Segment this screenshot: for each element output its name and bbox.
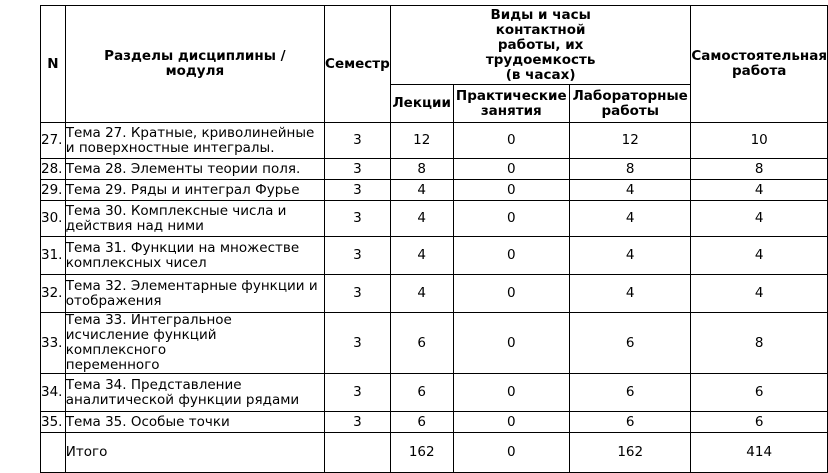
row-lab: 6 bbox=[570, 374, 691, 412]
row-self-study: 10 bbox=[691, 123, 828, 159]
row-topic: Тема 32. Элементарные функции и отображения bbox=[65, 275, 324, 313]
row-self-study: 4 bbox=[691, 275, 828, 313]
table-row bbox=[41, 275, 828, 313]
row-practical: 0 bbox=[453, 180, 570, 201]
total-lab: 162 bbox=[570, 433, 691, 473]
header-contact-work: Виды и часы контактной работы, их трудоемкость (в часах) bbox=[390, 6, 690, 85]
row-lectures: 6 bbox=[390, 313, 453, 374]
row-practical: 0 bbox=[453, 201, 570, 237]
row-number: 33. bbox=[41, 313, 66, 374]
row-lectures: 4 bbox=[390, 275, 453, 313]
header-lectures: Лекции bbox=[390, 85, 453, 123]
row-lectures: 4 bbox=[390, 201, 453, 237]
row-lab: 4 bbox=[570, 180, 691, 201]
row-number: 32. bbox=[41, 275, 66, 313]
row-self-study: 6 bbox=[691, 374, 828, 412]
row-self-study: 6 bbox=[691, 412, 828, 433]
row-topic: Тема 31. Функции на множестве комплексных чисел bbox=[65, 237, 324, 275]
row-topic: Тема 30. Комплексные числа и действия над ними bbox=[65, 201, 324, 237]
header-self-study: Самостоятельная работа bbox=[691, 6, 828, 123]
table-row bbox=[41, 201, 828, 237]
row-practical: 0 bbox=[453, 159, 570, 180]
row-lectures: 6 bbox=[390, 374, 453, 412]
row-semester: 3 bbox=[324, 180, 390, 201]
row-lab: 4 bbox=[570, 275, 691, 313]
header-n: N bbox=[41, 6, 66, 123]
row-number: 29. bbox=[41, 180, 66, 201]
row-topic: Тема 28. Элементы теории поля. bbox=[65, 159, 324, 180]
row-lab: 8 bbox=[570, 159, 691, 180]
row-lectures: 4 bbox=[390, 237, 453, 275]
total-practical: 0 bbox=[453, 433, 570, 473]
row-self-study: 4 bbox=[691, 180, 828, 201]
row-self-study: 8 bbox=[691, 313, 828, 374]
total-label: Итого bbox=[65, 433, 324, 473]
row-lectures: 12 bbox=[390, 123, 453, 159]
table-row bbox=[41, 412, 828, 433]
disciplines-table bbox=[40, 5, 828, 473]
row-practical: 0 bbox=[453, 237, 570, 275]
row-lectures: 4 bbox=[390, 180, 453, 201]
header-sections: Разделы дисциплины / модуля bbox=[65, 6, 324, 123]
row-number: 27. bbox=[41, 123, 66, 159]
row-topic: Тема 35. Особые точки bbox=[65, 412, 324, 433]
header-lab: Лабораторные работы bbox=[570, 85, 691, 123]
row-lab: 4 bbox=[570, 201, 691, 237]
header-semester: Семестр bbox=[324, 6, 390, 123]
row-practical: 0 bbox=[453, 123, 570, 159]
table-row bbox=[41, 123, 828, 159]
row-topic: Тема 33. Интегральное исчисление функций комплексного переменного bbox=[65, 313, 324, 374]
header-practical: Практические занятия bbox=[453, 85, 570, 123]
row-self-study: 4 bbox=[691, 237, 828, 275]
row-self-study: 8 bbox=[691, 159, 828, 180]
row-lab: 4 bbox=[570, 237, 691, 275]
row-lab: 6 bbox=[570, 412, 691, 433]
row-number: 31. bbox=[41, 237, 66, 275]
table-row bbox=[41, 180, 828, 201]
row-number: 34. bbox=[41, 374, 66, 412]
table-row bbox=[41, 237, 828, 275]
row-semester: 3 bbox=[324, 412, 390, 433]
row-practical: 0 bbox=[453, 275, 570, 313]
row-practical: 0 bbox=[453, 412, 570, 433]
row-practical: 0 bbox=[453, 374, 570, 412]
row-lectures: 8 bbox=[390, 159, 453, 180]
table-row bbox=[41, 313, 828, 374]
table-row bbox=[41, 374, 828, 412]
row-practical: 0 bbox=[453, 313, 570, 374]
row-lectures: 6 bbox=[390, 412, 453, 433]
row-semester: 3 bbox=[324, 159, 390, 180]
total-lectures: 162 bbox=[390, 433, 453, 473]
row-semester: 3 bbox=[324, 237, 390, 275]
row-semester: 3 bbox=[324, 313, 390, 374]
table-row bbox=[41, 159, 828, 180]
row-lab: 12 bbox=[570, 123, 691, 159]
row-topic: Тема 29. Ряды и интеграл Фурье bbox=[65, 180, 324, 201]
row-semester: 3 bbox=[324, 275, 390, 313]
row-self-study: 4 bbox=[691, 201, 828, 237]
row-number: 28. bbox=[41, 159, 66, 180]
row-semester: 3 bbox=[324, 123, 390, 159]
row-number: 30. bbox=[41, 201, 66, 237]
total-self-study: 414 bbox=[691, 433, 828, 473]
row-semester: 3 bbox=[324, 374, 390, 412]
row-topic: Тема 34. Представление аналитической функции рядами bbox=[65, 374, 324, 412]
row-semester: 3 bbox=[324, 201, 390, 237]
row-topic: Тема 27. Кратные, криволинейные и поверхностные интегралы. bbox=[65, 123, 324, 159]
row-lab: 6 bbox=[570, 313, 691, 374]
row-number: 35. bbox=[41, 412, 66, 433]
